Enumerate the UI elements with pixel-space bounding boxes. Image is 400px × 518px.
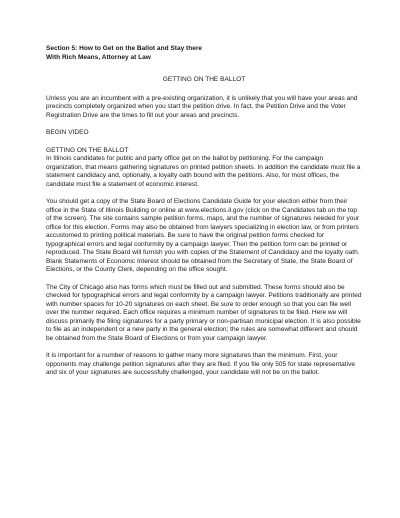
body-paragraph-4: It is important for a number of reasons to gather many more signatures than the minimum. First, your opponents may challenge petition signatures after they are filed. If you file only 505 for state representative and six of your signatures are successfully challenged, your candidate will not be on the ballot. [46, 352, 355, 377]
body-paragraph-3: The City of Chicago also has forms which must be filled out and submitted. These forms should also be checked for typographical errors and legal conformity by a campaign lawyer. Petitions traditionally are printed with number spaces for 10-20 signatures on each sheet. Be sure to order enough so that you can file well over the number required. Each office requires a minimum number of signatures to be filed. Here we will discuss primarily the filing signatures for a party primary or non-partisan municipal election. It is also possible to file as an independent or a new party in the general election; the rules are somewhat different and should be obtained from the State Board of Elections or from your campaign lawyer. [46, 283, 362, 342]
intro-paragraph: Unless you are an incumbent with a pre-existing organization, it is unlikely that you will have your areas and precincts completely organized when you start the petition drive. In fact, the Petition Drive and the Voter Registration Drive are the times to fill out your areas and precincts. [46, 94, 358, 119]
section-title: Section 5: How to Get on the Ballot and Stay there [46, 45, 203, 52]
author-line: With Rich Means, Attorney at Law [46, 53, 151, 61]
document-page [46, 45, 362, 378]
body-paragraph-2: You should get a copy of the State Board of Elections Candidate Guide for your election either from their office in the State of Illinois Building or online at www.elections.il.gov (click on the Candidates tab on the top of the screen). The site contains sample petition forms, maps, and the number of signatures needed for your office for this election. Forms may also be obtained from lawyers specializing in election law, or from printers accustomed to printing political materials. Be sure to have the original petition forms checked for typographical errors and legal conformity by a campaign lawyer. Then the petition form can be printed or reproduced. The State Board will furnish you with copies of the Statement of Candidacy and the loyalty oath. Blank Statements of Economic Interest should be obtained from the Secretary of State, the State Board of Elections, or the County Clerk, depending on the office sought. [46, 198, 360, 274]
centered-heading: GETTING ON THE BALLOT [162, 76, 246, 84]
begin-video-label: BEGIN VIDEO [46, 129, 89, 137]
body-paragraph-1: In Illinois candidates for public and party office get on the ballot by petitioning. For the campaign organization, that means gathering signatures on printed petition sheets. In addition the candidate must file a statement candidacy and, optionally, a loyalty oath bound with the petitions. Also, for most offices, the candidate must file a statement of economic interest. [46, 155, 361, 188]
subheading: GETTING ON THE BALLOT [46, 146, 129, 154]
